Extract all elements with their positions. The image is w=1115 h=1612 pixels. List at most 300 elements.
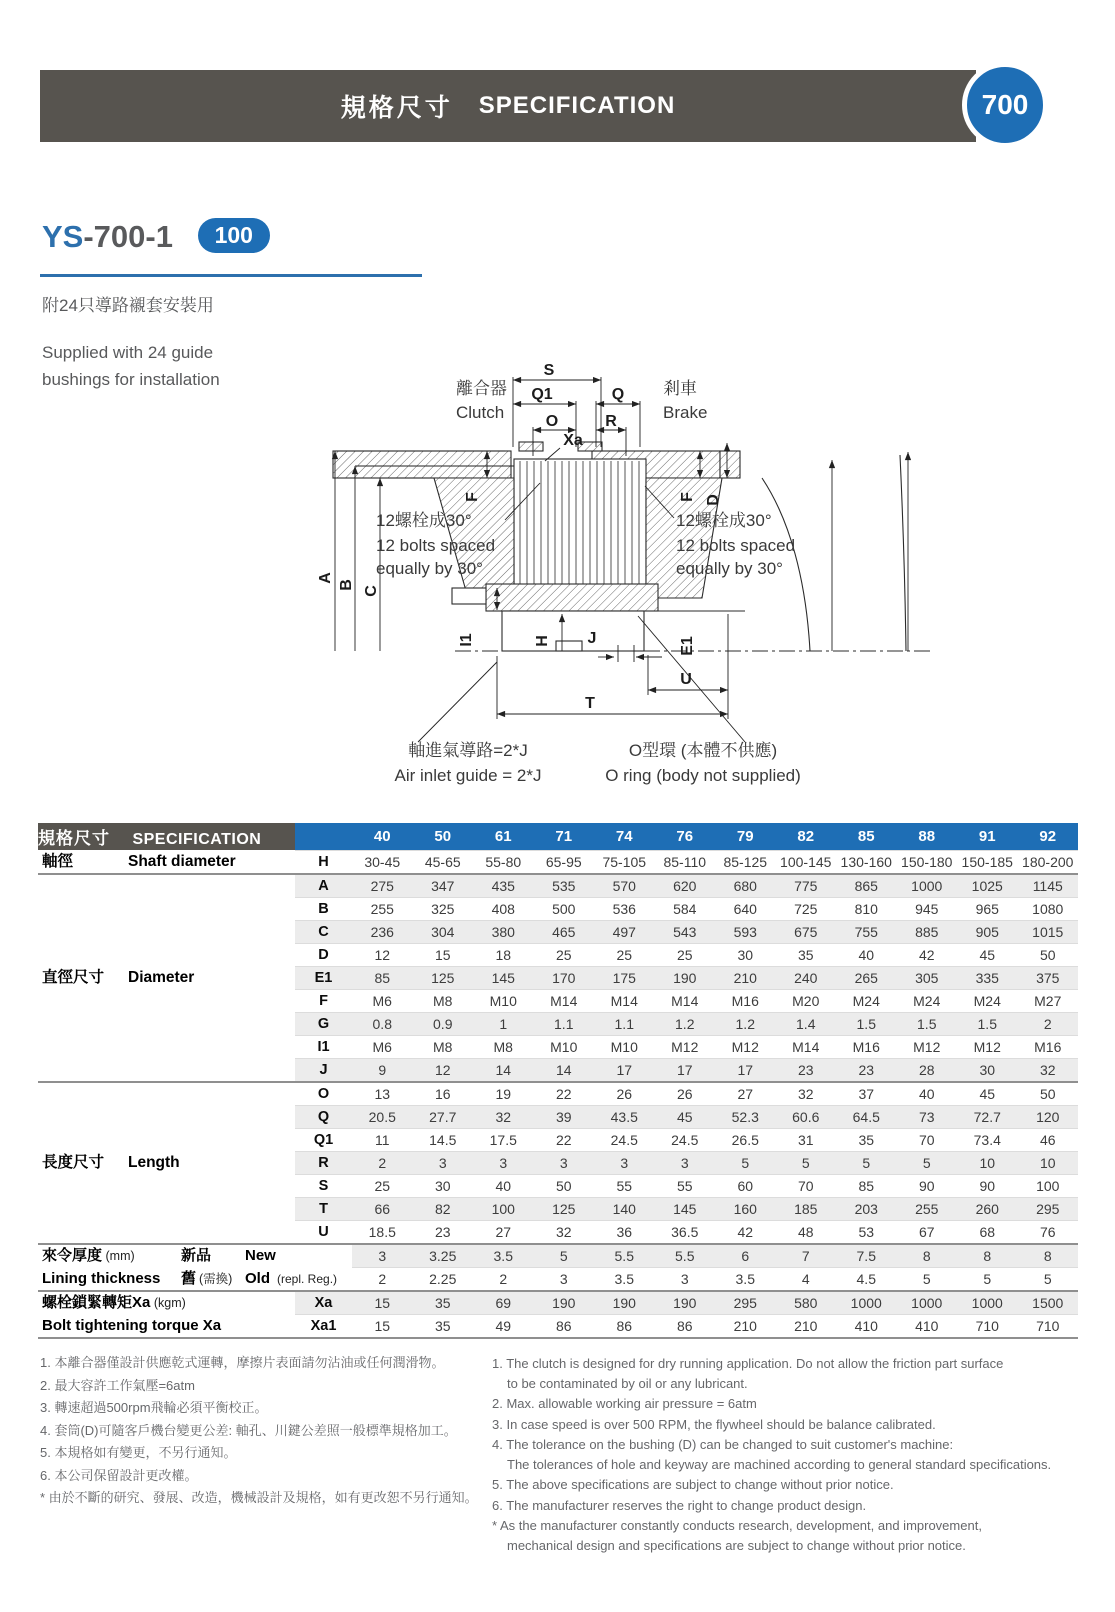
table-cell: 85	[352, 966, 413, 989]
table-cell: 17	[594, 1058, 655, 1082]
table-cell: 66	[352, 1197, 413, 1220]
row-group-label: (需換)	[199, 1271, 233, 1286]
table-cell: 30	[413, 1174, 474, 1197]
table-title-zh: 規格尺寸	[38, 828, 110, 848]
table-cell: 130-160	[836, 850, 897, 874]
table-cell: 15	[413, 943, 474, 966]
table-cell: 1.2	[655, 1012, 716, 1035]
table-cell: 70	[897, 1128, 958, 1151]
column-header: 85	[836, 823, 897, 850]
table-row	[38, 1314, 1078, 1338]
table-cell: 3	[352, 1244, 413, 1268]
table-cell: 70	[776, 1174, 837, 1197]
table-cell: 85-125	[715, 850, 776, 874]
table-cell: 15	[352, 1291, 413, 1315]
row-group-label: Lining thickness	[42, 1269, 161, 1287]
header-title-en: SPECIFICATION	[478, 92, 676, 119]
table-cell: 1.2	[715, 1012, 776, 1035]
table-cell: M12	[957, 1035, 1018, 1058]
table-cell: 100-145	[776, 850, 837, 874]
table-cell: 1.5	[897, 1012, 958, 1035]
column-header: 40	[352, 823, 413, 850]
table-cell: 8	[897, 1244, 958, 1268]
header-bar	[40, 70, 976, 142]
table-cell: 1.5	[836, 1012, 897, 1035]
table-cell: 8	[957, 1244, 1018, 1268]
table-cell: 775	[776, 874, 837, 898]
product-model	[42, 218, 270, 255]
table-cell: 25	[352, 1174, 413, 1197]
table-cell: 23	[413, 1220, 474, 1244]
dim-label-i1: I1	[458, 633, 475, 647]
table-cell: 85-110	[655, 850, 716, 874]
bolts-note-right-zh: 12螺栓成30°	[676, 511, 772, 530]
table-cell: 5	[957, 1267, 1018, 1291]
table-cell: 5	[897, 1267, 958, 1291]
table-cell: 3	[655, 1267, 716, 1291]
table-cell: 145	[473, 966, 534, 989]
row-group-label: (repl. Reg.)	[277, 1271, 338, 1286]
table-cell: M6	[352, 1035, 413, 1058]
table-cell: 535	[534, 874, 595, 898]
table-cell: M12	[715, 1035, 776, 1058]
row-key: G	[295, 1012, 352, 1035]
table-cell: M16	[715, 989, 776, 1012]
table-cell: 14	[473, 1058, 534, 1082]
table-cell: 45-65	[413, 850, 474, 874]
table-cell: 190	[655, 1291, 716, 1315]
table-cell: 76	[1018, 1220, 1079, 1244]
table-cell: 73	[897, 1105, 958, 1128]
table-cell: 203	[836, 1197, 897, 1220]
row-key: F	[295, 989, 352, 1012]
table-cell: 140	[594, 1197, 655, 1220]
table-row	[38, 850, 1078, 874]
table-cell: M8	[473, 1035, 534, 1058]
product-subtitle-en-line1: Supplied with 24 guide	[42, 343, 214, 362]
column-header: 74	[594, 823, 655, 850]
table-cell: 3	[534, 1151, 595, 1174]
table-cell: 36.5	[655, 1220, 716, 1244]
table-cell: 14.5	[413, 1128, 474, 1151]
table-cell: M24	[836, 989, 897, 1012]
dim-label-f-right: F	[679, 492, 696, 502]
column-header: 76	[655, 823, 716, 850]
footnote: 6. The manufacturer reserves the right to change product design.	[492, 1497, 867, 1513]
dim-label-r: R	[605, 413, 617, 430]
table-cell: 497	[594, 920, 655, 943]
table-cell: 1000	[897, 1291, 958, 1315]
table-cell: 27.7	[413, 1105, 474, 1128]
footnote: 3. In case speed is over 500 RPM, the flywheel should be balance calibrated.	[492, 1416, 936, 1432]
table-cell: 32	[534, 1220, 595, 1244]
table-cell: 1.1	[534, 1012, 595, 1035]
table-cell: 40	[897, 1082, 958, 1106]
row-label-cell	[38, 1314, 295, 1338]
table-cell: 4.5	[836, 1267, 897, 1291]
row-group-label: 長度尺寸	[42, 1153, 105, 1171]
footnote: 3. 轉速超過500rpm飛輪必須平衡校正。	[40, 1400, 268, 1415]
row-key: R	[295, 1151, 352, 1174]
table-cell: 120	[1018, 1105, 1079, 1128]
dim-label-t: T	[585, 695, 595, 712]
table-cell: 5	[776, 1151, 837, 1174]
oring-caption-zh: O型環 (本體不供應)	[628, 741, 778, 760]
table-cell: 10	[957, 1151, 1018, 1174]
table-cell: 24.5	[594, 1128, 655, 1151]
table-cell: 0.9	[413, 1012, 474, 1035]
row-group-label: 舊	[181, 1269, 197, 1287]
table-cell: 30-45	[352, 850, 413, 874]
table-body	[38, 850, 1078, 1338]
table-cell: 580	[776, 1291, 837, 1315]
model-size-badge: 100	[198, 218, 270, 253]
table-cell: 190	[655, 966, 716, 989]
row-label-cell	[38, 1267, 352, 1291]
table-cell: 1080	[1018, 897, 1079, 920]
brake-label-zh: 剎車	[663, 379, 697, 398]
table-cell: 755	[836, 920, 897, 943]
dim-label-e1: E1	[679, 636, 696, 656]
table-cell: 45	[655, 1105, 716, 1128]
table-cell: 2	[1018, 1012, 1079, 1035]
row-key: Q	[295, 1105, 352, 1128]
table-cell: 100	[473, 1197, 534, 1220]
column-header: 50	[413, 823, 474, 850]
table-cell: 45	[957, 1082, 1018, 1106]
table-cell: 240	[776, 966, 837, 989]
table-cell: 60	[715, 1174, 776, 1197]
table-cell: 35	[413, 1314, 474, 1338]
table-cell: 408	[473, 897, 534, 920]
divider-rule	[40, 274, 422, 277]
table-cell: 5.5	[655, 1244, 716, 1268]
table-cell: 145	[655, 1197, 716, 1220]
table-cell: 35	[776, 943, 837, 966]
table-cell: 3	[413, 1151, 474, 1174]
table-cell: 0.8	[352, 1012, 413, 1035]
table-cell: 210	[715, 1314, 776, 1338]
footnote: 1. 本離合器僅設計供應乾式運轉，摩擦片表面請勿沾油或任何潤滑物。	[40, 1355, 445, 1370]
table-cell: 35	[836, 1128, 897, 1151]
table-cell: 1	[473, 1012, 534, 1035]
air-inlet-caption-en: Air inlet guide = 2*J	[394, 766, 542, 785]
dim-label-u: U	[680, 671, 692, 688]
table-cell: 170	[534, 966, 595, 989]
row-key: C	[295, 920, 352, 943]
row-key: J	[295, 1058, 352, 1082]
table-row	[38, 874, 1078, 898]
table-cell: 465	[534, 920, 595, 943]
page-number-badge: 700	[962, 62, 1048, 148]
table-cell: 32	[1018, 1058, 1079, 1082]
table-cell: 75-105	[594, 850, 655, 874]
table-cell: M10	[473, 989, 534, 1012]
table-cell: 570	[594, 874, 655, 898]
table-cell: M14	[594, 989, 655, 1012]
table-cell: 295	[1018, 1197, 1079, 1220]
table-cell: 5	[715, 1151, 776, 1174]
row-key: B	[295, 897, 352, 920]
row-label-cell	[38, 874, 295, 1082]
table-cell: 620	[655, 874, 716, 898]
table-cell: 73.4	[957, 1128, 1018, 1151]
footnote: 1. The clutch is designed for dry running application. Do not allow the friction part surface to be contaminated by oil or any lubricant.	[492, 1356, 1004, 1391]
table-cell: 5	[897, 1151, 958, 1174]
table-cell: 180-200	[1018, 850, 1079, 874]
table-cell: 810	[836, 897, 897, 920]
table-cell: 1500	[1018, 1291, 1079, 1315]
table-cell: 30	[715, 943, 776, 966]
table-cell: 150-180	[897, 850, 958, 874]
footnote: 5. 本規格如有變更，不另行通知。	[40, 1445, 237, 1460]
table-cell: 64.5	[836, 1105, 897, 1128]
table-cell: 68	[957, 1220, 1018, 1244]
table-cell: 3.5	[473, 1244, 534, 1268]
table-cell: 10	[1018, 1151, 1079, 1174]
table-cell: 5.5	[594, 1244, 655, 1268]
row-group-label: 螺栓鎖緊轉矩Xa	[42, 1293, 151, 1311]
table-cell: M12	[897, 1035, 958, 1058]
table-cell: 17	[715, 1058, 776, 1082]
table-cell: 160	[715, 1197, 776, 1220]
table-cell: 27	[715, 1082, 776, 1106]
table-cell: 905	[957, 920, 1018, 943]
table-title-en: SPECIFICATION	[132, 830, 262, 848]
table-cell: 335	[957, 966, 1018, 989]
table-cell: M24	[897, 989, 958, 1012]
table-cell: 8	[1018, 1244, 1079, 1268]
column-header: 82	[776, 823, 837, 850]
footnote: 2. 最大容許工作氣壓=6atm	[40, 1377, 195, 1393]
technical-diagram	[250, 350, 1020, 795]
dim-label-q: Q	[611, 386, 625, 403]
table-cell: 20.5	[352, 1105, 413, 1128]
table-cell: 13	[352, 1082, 413, 1106]
table-row	[38, 1244, 1078, 1268]
row-key: D	[295, 943, 352, 966]
table-cell: 31	[776, 1128, 837, 1151]
table-cell: 236	[352, 920, 413, 943]
table-cell: 55	[655, 1174, 716, 1197]
footnote: 4. The tolerance on the bushing (D) can be changed to suit customer's machine: The tolerances of hole and keyway are machined according to general standard specifications.	[492, 1437, 1052, 1472]
table-cell: 1145	[1018, 874, 1079, 898]
table-cell: 52.3	[715, 1105, 776, 1128]
bolts-note-left-zh: 12螺栓成30°	[376, 511, 472, 530]
table-cell: 39	[534, 1105, 595, 1128]
table-cell: 2	[352, 1267, 413, 1291]
table-cell: M10	[534, 1035, 595, 1058]
table-cell: 945	[897, 897, 958, 920]
table-cell: 28	[897, 1058, 958, 1082]
table-cell: 543	[655, 920, 716, 943]
footnotes-en	[492, 1354, 1084, 1556]
dim-label-h: H	[534, 635, 551, 647]
row-key: S	[295, 1174, 352, 1197]
table-cell: 50	[1018, 943, 1079, 966]
table-cell: 593	[715, 920, 776, 943]
row-group-label: New	[245, 1246, 276, 1264]
table-cell: 7.5	[836, 1244, 897, 1268]
table-cell: 410	[897, 1314, 958, 1338]
table-cell: 210	[715, 966, 776, 989]
table-cell: 3.25	[413, 1244, 474, 1268]
header-title-zh: 規格尺寸	[340, 94, 453, 122]
table-cell: 27	[473, 1220, 534, 1244]
table-cell: 1.4	[776, 1012, 837, 1035]
table-cell: 23	[776, 1058, 837, 1082]
table-cell: 175	[594, 966, 655, 989]
row-key: A	[295, 874, 352, 898]
dim-label-c: C	[363, 585, 380, 597]
table-cell: 25	[594, 943, 655, 966]
table-cell: 12	[352, 943, 413, 966]
row-label-cell	[38, 1082, 295, 1244]
table-cell: 32	[776, 1082, 837, 1106]
model-suffix: -700-1	[83, 219, 173, 254]
air-inlet-caption-zh: 軸進氣導路=2*J	[408, 741, 528, 760]
row-label-cell	[38, 850, 295, 874]
dim-label-f-left: F	[464, 492, 481, 502]
table-cell: 45	[957, 943, 1018, 966]
row-key: Q1	[295, 1128, 352, 1151]
column-header: 88	[897, 823, 958, 850]
table-cell: 69	[473, 1291, 534, 1315]
dim-label-a: A	[317, 572, 334, 584]
bolts-note-right-en2: equally by 30°	[676, 559, 783, 578]
table-cell: 2.25	[413, 1267, 474, 1291]
oring-caption-en: O ring (body not supplied)	[605, 766, 801, 785]
table-header-spacer	[295, 823, 352, 850]
footnote: 4. 套筒(D)可隨客戶機台變更公差: 軸孔、川鍵公差照一般標準規格加工。	[40, 1422, 457, 1438]
table-cell: 72.7	[957, 1105, 1018, 1128]
footnote: * As the manufacturer constantly conducts research, development, and improvement, mechanical design and specifications are subject to change without prior notice.	[492, 1518, 982, 1553]
bolts-note-right-en1: 12 bolts spaced	[676, 536, 796, 555]
table-cell: 675	[776, 920, 837, 943]
table-cell: 435	[473, 874, 534, 898]
table-cell: M8	[413, 989, 474, 1012]
product-subtitle-en-line2: bushings for installation	[42, 370, 220, 389]
row-key: Xa1	[295, 1314, 352, 1338]
row-key: T	[295, 1197, 352, 1220]
table-cell: 190	[594, 1291, 655, 1315]
row-label-cell	[38, 1291, 295, 1315]
row-key: O	[295, 1082, 352, 1106]
table-cell: 50	[1018, 1082, 1079, 1106]
table-cell: 9	[352, 1058, 413, 1082]
table-header-row	[38, 823, 1078, 850]
row-group-label: 新品	[181, 1246, 212, 1264]
table-row	[38, 1082, 1078, 1106]
footnote: 5. The above specifications are subject to change without prior notice.	[492, 1477, 894, 1492]
table-cell: 150-185	[957, 850, 1018, 874]
table-cell: 24.5	[655, 1128, 716, 1151]
table-head	[38, 823, 1078, 850]
table-cell: 82	[413, 1197, 474, 1220]
table-cell: 305	[897, 966, 958, 989]
table-cell: 1000	[836, 1291, 897, 1315]
table-cell: 15	[352, 1314, 413, 1338]
table-cell: 125	[534, 1197, 595, 1220]
table-cell: 53	[836, 1220, 897, 1244]
table-cell: 680	[715, 874, 776, 898]
table-cell: 1000	[897, 874, 958, 898]
table-cell: 5	[836, 1151, 897, 1174]
table-cell: 18.5	[352, 1220, 413, 1244]
table-cell: 536	[594, 897, 655, 920]
table-cell: 584	[655, 897, 716, 920]
table-cell: 86	[594, 1314, 655, 1338]
table-cell: 42	[897, 943, 958, 966]
table-row	[38, 1267, 1078, 1291]
row-key: Xa	[295, 1291, 352, 1315]
row-key: E1	[295, 966, 352, 989]
table-cell: 500	[534, 897, 595, 920]
table-cell: 3.5	[715, 1267, 776, 1291]
footnotes-zh	[40, 1352, 510, 1510]
table-cell: 3	[534, 1267, 595, 1291]
table-cell: 885	[897, 920, 958, 943]
table-cell: 90	[897, 1174, 958, 1197]
table-cell: 1.1	[594, 1012, 655, 1035]
table-cell: 7	[776, 1244, 837, 1268]
table-cell: 255	[897, 1197, 958, 1220]
table-cell: 275	[352, 874, 413, 898]
table-cell: 304	[413, 920, 474, 943]
table-cell: M10	[594, 1035, 655, 1058]
table-cell: M14	[534, 989, 595, 1012]
table-cell: 865	[836, 874, 897, 898]
table-cell: 190	[534, 1291, 595, 1315]
table-cell: 325	[413, 897, 474, 920]
table-cell: 295	[715, 1291, 776, 1315]
specification-table	[38, 823, 1078, 1339]
table-cell: 640	[715, 897, 776, 920]
table-cell: 4	[776, 1267, 837, 1291]
row-group-label: Diameter	[128, 968, 195, 986]
table-cell: 14	[534, 1058, 595, 1082]
table-cell: 26	[594, 1082, 655, 1106]
table-cell: 35	[413, 1291, 474, 1315]
table-cell: 23	[836, 1058, 897, 1082]
table-cell: 25	[534, 943, 595, 966]
table-cell: M24	[957, 989, 1018, 1012]
table-cell: 86	[655, 1314, 716, 1338]
table-cell: M27	[1018, 989, 1079, 1012]
clutch-label-zh: 離合器	[456, 379, 507, 398]
table-cell: 5	[1018, 1267, 1079, 1291]
table-cell: 50	[534, 1174, 595, 1197]
table-cell: 26	[655, 1082, 716, 1106]
table-cell: 65-95	[534, 850, 595, 874]
row-label-cell	[38, 1244, 352, 1268]
table-cell: 5	[534, 1244, 595, 1268]
row-group-label: Old	[245, 1269, 270, 1287]
table-cell: 100	[1018, 1174, 1079, 1197]
table-cell: 6	[715, 1244, 776, 1268]
bolts-note-left-en1: 12 bolts spaced	[376, 536, 496, 555]
table-cell: 22	[534, 1082, 595, 1106]
footnote: * 由於不斷的研究、發展、改造，機械設計及規格，如有更改恕不另行通知。	[40, 1490, 478, 1505]
table-cell: 42	[715, 1220, 776, 1244]
row-key: U	[295, 1220, 352, 1244]
row-key: H	[295, 850, 352, 874]
table-cell: 36	[594, 1220, 655, 1244]
row-group-label: (kgm)	[150, 1295, 186, 1310]
table-cell: 410	[836, 1314, 897, 1338]
clutch-label-en: Clutch	[456, 403, 505, 422]
table-cell: 255	[352, 897, 413, 920]
